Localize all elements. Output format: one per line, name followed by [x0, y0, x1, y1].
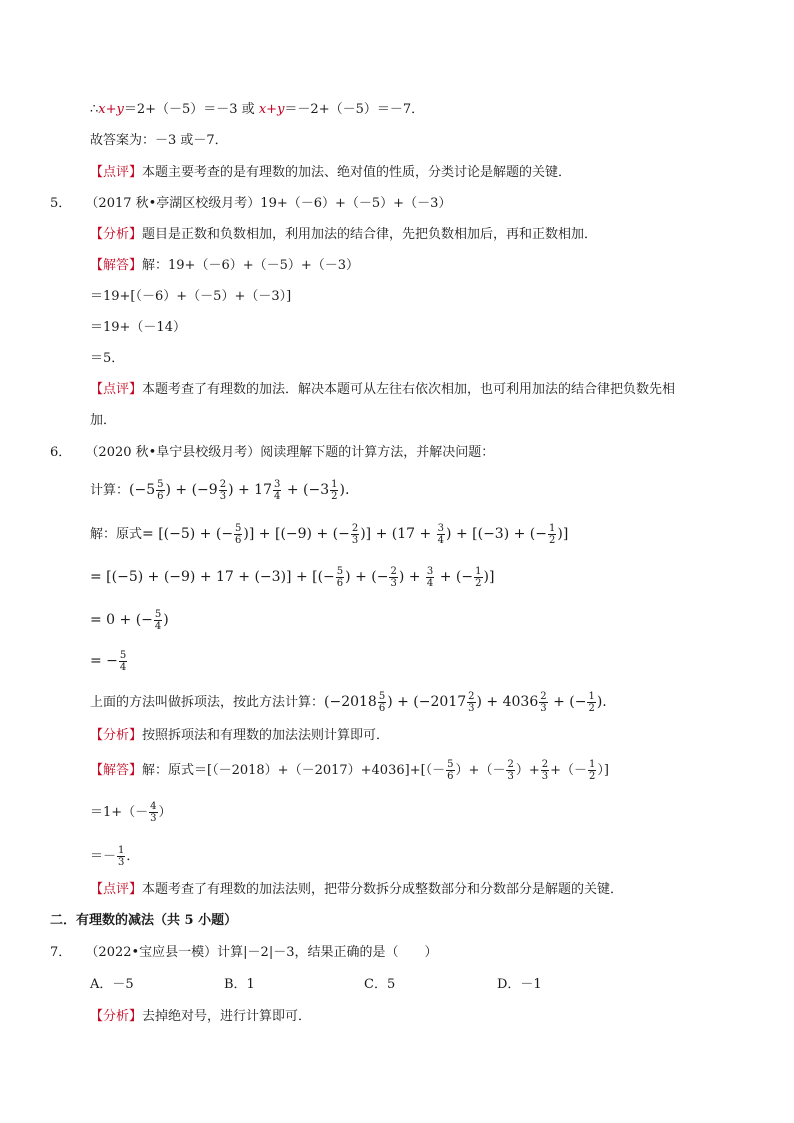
- solution-tag: 【解答】: [90, 258, 143, 273]
- analysis-line: 【分析】按照拆项法和有理数的加法法则计算即可．: [90, 728, 390, 743]
- option-d: D．－1: [497, 977, 542, 992]
- fraction: $\frac{5}{6}$: [447, 759, 454, 782]
- fraction: $\frac{3}{4}$: [437, 522, 445, 546]
- question-number: 6．: [50, 445, 72, 460]
- analysis-tag: 【分析】: [90, 227, 143, 242]
- solution-tag: 【解答】: [90, 763, 143, 778]
- analysis-line: 【分析】去掉绝对号，进行计算即可．: [90, 1009, 312, 1024]
- fraction: $\frac{3}{4}$: [426, 565, 434, 589]
- solution-line: 【解答】解：19+（－6）+（－5）+（－3）: [90, 258, 360, 273]
- comment-continuation: 加．: [90, 413, 117, 428]
- analysis-tag: 【分析】: [90, 1009, 143, 1024]
- fraction: $\frac{2}{3}$: [507, 759, 514, 782]
- fraction: $\frac{5}{6}$: [336, 565, 344, 589]
- fraction: $\frac{5}{6}$: [235, 522, 242, 546]
- fraction: $\frac{2}{3}$: [351, 522, 359, 546]
- comment-tag: 【点评】: [90, 882, 143, 897]
- solution-step: ＝19+[（－6）+（－5）+（－3）]: [90, 289, 292, 304]
- comment-line: 【点评】本题考查了有理数的加法法则，把带分数拆分成整数部分和分数部分是解题的关键．: [90, 882, 624, 897]
- section-heading: 二．有理数的减法（共 5 小题）: [50, 913, 238, 928]
- comment-tag: 【点评】: [90, 382, 143, 397]
- fraction: $\frac{5}{6}$: [378, 690, 386, 714]
- fraction: $\frac{1}{2}$: [589, 759, 596, 782]
- fraction: $\frac{5}{4}$: [119, 649, 127, 673]
- equation-line: ∴x+y＝2+（－5）＝－3 或 x+y＝－2+（－5）＝－7．: [90, 102, 425, 117]
- question-number: 7．: [50, 945, 72, 960]
- solution-line: 【解答】解：原式＝[（－2018）+（－2017）+4036]+[（－ $\frac{5}{6}$ ）+（－ $\frac{2}{3}$ ）+ $\frac{2}{3}$ +（－ $\frac{1}{2}$ ）]: [90, 759, 609, 782]
- math-expression: 解：原式= [(−5) + (− $\frac{5}{6}$ )] + [(−9) + (− $\frac{2}{3}$ )] + (17 + $\frac{3}{4}$ ) + [(−3) + (− $\frac{1}{2}$ )]: [90, 522, 569, 546]
- solution-step: ＝19+（－14）: [90, 320, 186, 335]
- fraction: $\frac{2}{3}$: [390, 565, 397, 589]
- fraction: $\frac{2}{3}$: [219, 478, 227, 502]
- analysis-tag: 【分析】: [90, 728, 143, 743]
- fraction: $\frac{1}{3}$: [118, 845, 125, 868]
- question-6: 6． （2020 秋•阜宁县校级月考）阅读理解下题的计算方法，并解决问题：: [50, 445, 495, 460]
- math-expression: = 0 + (− $\frac{5}{4}$ ): [90, 608, 169, 632]
- question-number: 5．: [50, 196, 72, 211]
- analysis-line: 【分析】题目是正数和负数相加，利用加法的结合律，先把负数相加后，再和正数相加．: [90, 227, 598, 242]
- comment-line: 【点评】本题主要考查的是有理数的加法、绝对值的性质，分类讨论是解题的关键．: [90, 165, 572, 180]
- comment-tag: 【点评】: [90, 165, 143, 180]
- question-7: 7． （2022•宝应县一模）计算|－2|－3，结果正确的是（ ）: [50, 945, 438, 960]
- fraction: $\frac{5}{4}$: [154, 608, 162, 632]
- option-a: A．－5: [90, 977, 134, 992]
- fraction: $\frac{3}{4}$: [274, 478, 281, 502]
- option-c: C．5: [364, 977, 396, 992]
- option-b: B．1: [224, 977, 255, 992]
- question-5: 5． （2017 秋•亭湖区校级月考）19+（－6）+（－5）+（－3）: [50, 196, 452, 211]
- fraction: $\frac{1}{2}$: [331, 478, 338, 502]
- answer-line: 故答案为：－3 或－7．: [90, 133, 228, 148]
- fraction: $\frac{4}{3}$: [150, 801, 157, 824]
- therefore-symbol: ∴: [90, 102, 99, 117]
- fraction: $\frac{2}{3}$: [540, 690, 547, 714]
- fraction: $\frac{2}{3}$: [468, 690, 475, 714]
- math-expression: = [(−5) + (−9) + 17 + (−3)] + [(− $\frac{5}{6}$ ) + (− $\frac{2}{3}$ ) + $\frac{3}{4}$ + (− $\frac{1}{2}$ )]: [90, 565, 495, 589]
- fraction: $\frac{2}{3}$: [541, 759, 549, 782]
- fraction: $\frac{5}{6}$: [157, 478, 164, 502]
- solution-step: ＝1+（－ $\frac{4}{3}$ ）: [90, 801, 172, 824]
- solution-step: ＝5．: [90, 351, 125, 366]
- fraction: $\frac{1}{2}$: [475, 565, 482, 589]
- comment-line: 【点评】本题考查了有理数的加法．解决本题可从左往右依次相加，也可利用加法的结合律把负数先相: [90, 382, 676, 397]
- fraction: $\frac{1}{2}$: [549, 522, 556, 546]
- math-expression: 上面的方法叫做拆项法，按此方法计算：(−2018 $\frac{5}{6}$ ) + (−2017 $\frac{2}{3}$ ) + 4036 $\frac{2}{3}$ + (− $\frac{1}{2}$ ).: [90, 690, 607, 714]
- fraction: $\frac{1}{2}$: [588, 690, 595, 714]
- math-expression: 计算：(−5 $\frac{5}{6}$ ) + (−9 $\frac{2}{3}$ ) + 17 $\frac{3}{4}$ + (−3 $\frac{1}{2}$ ).: [90, 478, 350, 502]
- solution-step: ＝－ $\frac{1}{3}$ ．: [90, 845, 140, 868]
- math-expression: = − $\frac{5}{4}$: [90, 649, 127, 673]
